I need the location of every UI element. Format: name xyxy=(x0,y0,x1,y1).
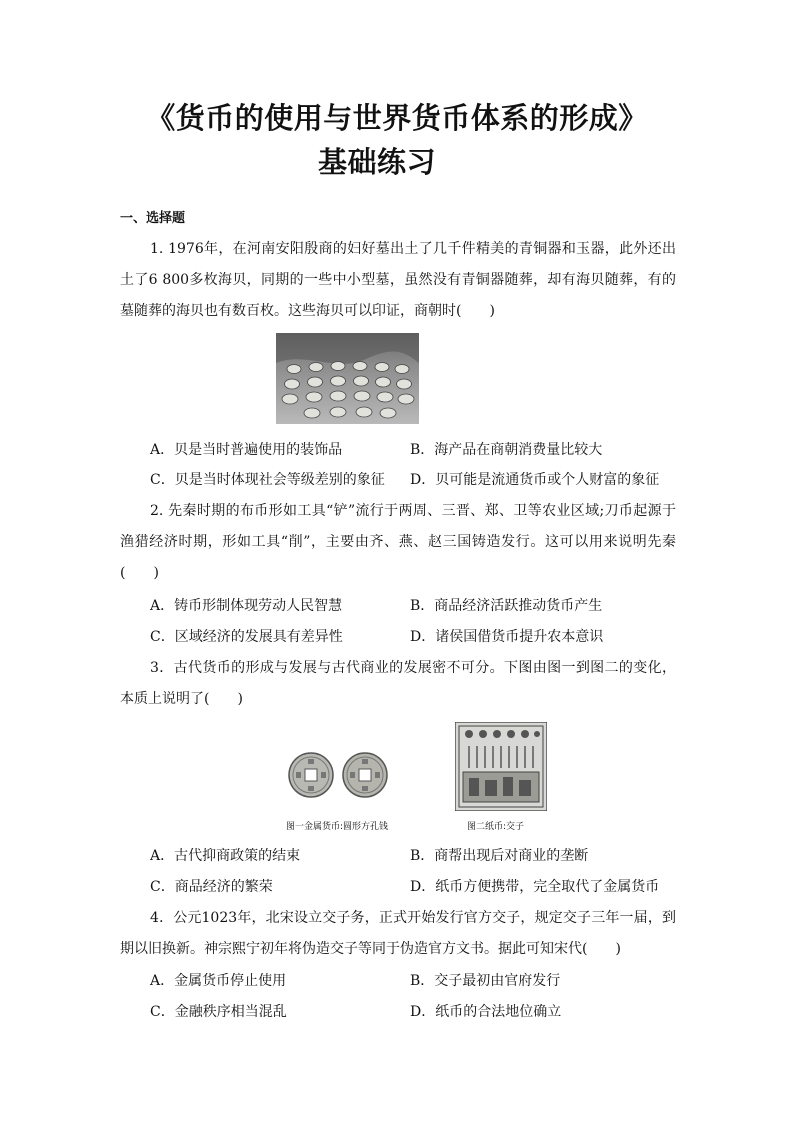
question-1-option-b: B．海产品在商朝消费量比较大 xyxy=(410,442,603,458)
question-2-option-a: A．铸币形制体现劳动人民智慧 xyxy=(150,598,343,614)
question-3-option-b: B．商帮出现后对商业的垄断 xyxy=(410,848,589,864)
question-4-stem: 4．公元1023年，北宋设立交子务，正式开始发行官方交子，规定交子三年一届，到期以旧换新。神宗熙宁初年将伪造交子等同于伪造官方文书。据此可知宋代( ) xyxy=(120,910,676,957)
question-1-option-c: C．贝是当时体现社会等级差别的象征 xyxy=(150,472,385,488)
question-2-option-b: B．商品经济活跃推动货币产生 xyxy=(410,598,603,614)
question-3-option-d: D．纸币方便携带，完全取代了金属货币 xyxy=(410,879,660,895)
question-3-option-a: A．古代抑商政策的结束 xyxy=(150,848,301,864)
question-2-stem: 2. 先秦时期的布币形如工具“铲”流行于两周、三晋、郑、卫等农业区域;刀币起源于渔猎经济时期，形如工具“削”，主要由齐、燕、赵三国铸造发行。这可以用来说明先秦( ) xyxy=(120,503,676,581)
page-subtitle: 基础练习 xyxy=(317,145,436,179)
question-4-option-c: C．金融秩序相当混乱 xyxy=(150,1004,287,1020)
question-4-option-d: D．纸币的合法地位确立 xyxy=(410,1004,562,1020)
question-3-option-c: C．商品经济的繁荣 xyxy=(150,879,273,895)
figure-1-caption: 图一金属货币:圆形方孔钱 xyxy=(286,822,389,832)
question-2-option-c: C．区域经济的发展具有差异性 xyxy=(150,629,343,645)
section-heading: 一、选择题 xyxy=(120,211,186,226)
question-1-stem: 1. 1976年，在河南安阳殷商的妇好墓出土了几千件精美的青铜器和玉器，此外还出土了6 800多枚海贝，同期的一些中小型墓，虽然没有青铜器随葬，却有海贝随葬，有的墓随葬的海贝也有数百枚。这些海贝可以印证，商朝时( ) xyxy=(120,241,676,319)
figure-2-caption: 图二纸币:交子 xyxy=(467,822,525,832)
cowrie-shells-photo xyxy=(276,333,419,424)
jiaozi-paper-money-image xyxy=(455,722,547,811)
question-3-stem: 3．古代货币的形成与发展与古代商业的发展密不可分。下图由图一到图二的变化，本质上说明了( ) xyxy=(120,660,676,707)
question-4-option-a: A．金属货币停止使用 xyxy=(150,973,287,989)
question-4-option-b: B．交子最初由官府发行 xyxy=(410,973,561,989)
round-coins-image xyxy=(284,750,394,800)
question-2-option-d: D．诸侯国借货币提升农本意识 xyxy=(410,629,604,645)
question-1-option-a: A．贝是当时普遍使用的装饰品 xyxy=(150,442,343,458)
question-1-option-d: D．贝可能是流通货币或个人财富的象征 xyxy=(410,472,660,488)
page-title: 《货币的使用与世界货币体系的形成》 xyxy=(146,101,648,135)
